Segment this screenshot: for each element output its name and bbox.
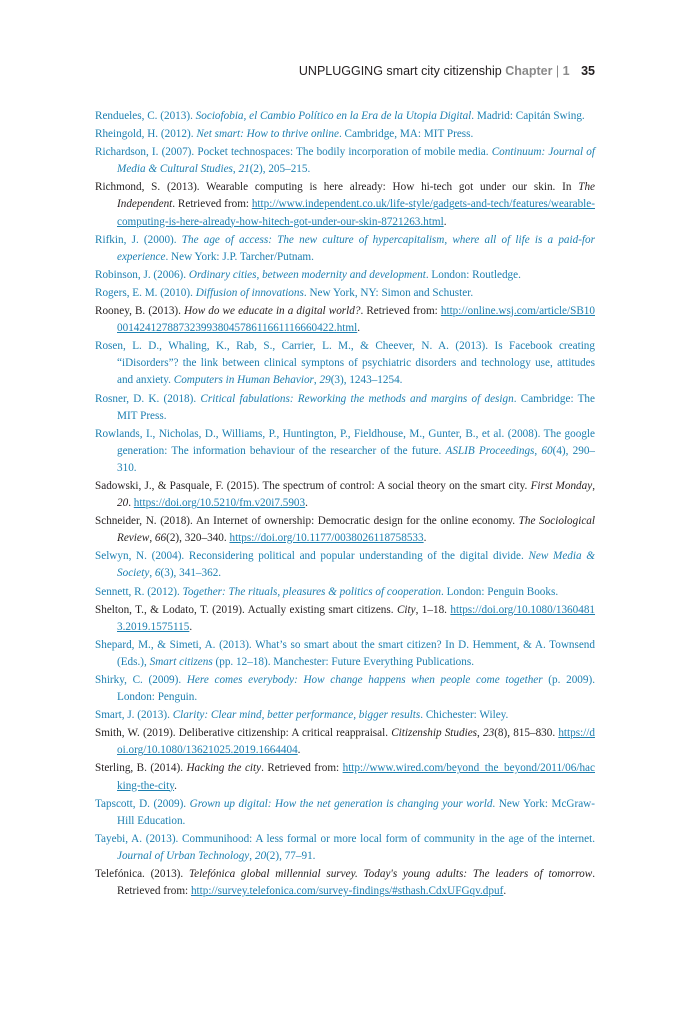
reference-italic-text: Here comes everybody: How change happens when people come together (186, 674, 543, 686)
reference-text: Sterling, B. (2014). (95, 762, 187, 775)
reference-entry (95, 303, 595, 337)
reference-text: , (534, 444, 542, 457)
reference-text: . (357, 322, 361, 335)
reference-italic-text: Hacking the city (186, 762, 262, 775)
running-header (95, 64, 595, 78)
reference-text: Sennett, R. (2012). (95, 585, 183, 598)
reference-entry (95, 707, 595, 724)
reference-italic-text: Critical fabulations: Reworking the methods and margins of design (200, 392, 514, 405)
reference-text: (2), 320–340. (166, 532, 230, 545)
reference-italic-text: 23 (483, 727, 495, 740)
reference-text: . (189, 620, 193, 633)
reference-italic-text: 29 (319, 374, 331, 387)
reference-italic-text: New Media & Society (117, 550, 595, 580)
reference-text: . New York: McGraw-Hill Education. (117, 797, 595, 827)
reference-entry (95, 760, 595, 794)
reference-entry (95, 672, 595, 706)
reference-text: Shepard, M., & Simeti, A. (2013). What’s so smart about the smart citizen? In D. Hemment, & A. Townsend (Eds.), (95, 638, 595, 668)
reference-text: Rendueles, C. (2013). (95, 110, 196, 122)
reference-entry (95, 338, 595, 389)
reference-text: Robinson, J. (2006). (95, 268, 189, 281)
reference-italic-text: The age of access: The new culture of hypercapitalism, where all of life is a paid-for experience (117, 233, 595, 263)
reference-italic-text: Journal of Urban Technology (117, 849, 250, 862)
reference-text: . (443, 215, 447, 228)
reference-text: Shelton, T., & Lodato, T. (2019). Actually existing smart citizens. (95, 603, 397, 616)
reference-text: Rooney, B. (2013). (95, 305, 185, 318)
reference-italic-text: Together: The rituals, pleasures & politics of cooperation (182, 585, 441, 598)
reference-italic-text: Sociofobia, el Cambio Político en la Era de la Utopia Digital (195, 110, 472, 122)
reference-text: . Retrieved from: (360, 305, 441, 318)
reference-text: , (149, 532, 155, 545)
reference-text: Rosen, L. D., Whaling, K., Rab, S., Carrier, L. M., & Cheever, N. A. (2013). Is Facebook creating “iDisorders”? the link between clinical symptons of psychiatric disorders and technology use, attitudes and anxiety. (95, 340, 595, 387)
chapter-label: Chapter (505, 64, 553, 78)
reference-text: (8), 815–830. (494, 727, 559, 740)
reference-entry (95, 426, 595, 477)
reference-text: Rowlands, I., Nicholas, D., Williams, P., Huntington, P., Fieldhouse, M., Gunter, B., et al. (2008). The google generation: The information behaviour of the researcher of the future. (95, 427, 595, 457)
reference-text: . Retrieved from: (172, 198, 252, 211)
reference-text: Tapscott, D. (2009). (95, 797, 190, 810)
reference-italic-text: 60 (541, 444, 553, 457)
reference-italic-text: 6 (154, 567, 161, 580)
reference-text: , (592, 479, 596, 492)
header-separator: | (555, 64, 560, 78)
reference-text: . (503, 885, 507, 898)
reference-entry (95, 796, 595, 830)
reference-list (95, 108, 595, 901)
reference-link[interactable]: https://doi.org/10.1080/13621025.2019.1664404 (117, 727, 595, 757)
reference-text: Rogers, E. M. (2010). (95, 286, 196, 299)
reference-text: . London: Penguin Books. (440, 585, 559, 598)
reference-entry (95, 725, 595, 759)
reference-text: . Retrieved from: (117, 868, 596, 898)
reference-italic-text: How do we educate in a digital world? (184, 305, 361, 318)
reference-text: Selwyn, N. (2004). Reconsidering political and popular understanding of the digital divide. (95, 550, 529, 563)
reference-text: (p. 2009). London: Penguin. (117, 674, 596, 704)
reference-text: . New York, NY: Simon and Schuster. (303, 286, 474, 299)
reference-text: . Retrieved from: (261, 762, 343, 775)
reference-link[interactable]: https://doi.org/10.5210/fm.v20i7.5903 (133, 497, 306, 510)
reference-text: . (423, 532, 427, 545)
reference-entry (95, 232, 595, 266)
chapter-number: 1 (562, 64, 570, 78)
reference-italic-text: 20 (254, 849, 267, 862)
reference-entry (95, 513, 595, 547)
reference-text: Telefónica. (2013). (95, 868, 189, 881)
reference-italic-text: Computers in Human Behavior (173, 374, 314, 387)
reference-entry (95, 548, 595, 582)
reference-text: , 1–18. (415, 603, 451, 616)
reference-entry (95, 144, 595, 178)
reference-text: Sadowski, J., & Pasquale, F. (2015). The spectrum of control: A social theory on the smart city. (95, 479, 531, 492)
reference-text: . London: Routledge. (425, 268, 521, 281)
reference-text: . (174, 779, 177, 792)
reference-text: Rosner, D. K. (2018). (95, 392, 201, 405)
reference-italic-text: 21 (238, 163, 250, 176)
reference-italic-text: The Independent (117, 181, 595, 211)
reference-link[interactable]: https://doi.org/10.1177/0038026118758533 (229, 532, 424, 545)
reference-text: . New York: J.P. Tarcher/Putnam. (165, 250, 314, 263)
reference-text: , (249, 849, 255, 862)
reference-text: , (477, 727, 483, 740)
reference-italic-text: Smart citizens (149, 655, 213, 668)
reference-entry (95, 584, 595, 601)
reference-text: Rheingold, H. (2012). (95, 128, 197, 141)
reference-text: . (128, 497, 134, 510)
reference-link[interactable]: http://www.independent.co.uk/life-style/gadgets-and-tech/features/wearable-computing-is-here-already-how-hitech-got-under-our-skin-8721263.html (117, 198, 595, 228)
reference-italic-text: Citizenship Studies (391, 727, 478, 740)
reference-text: Smith, W. (2019). Deliberative citizenship: A critical reappraisal. (95, 727, 392, 740)
reference-link[interactable]: http://survey.telefonica.com/survey-findings/#sthash.CdxUFGqv.dpuf (190, 885, 504, 898)
reference-text: . Cambridge: The MIT Press. (117, 392, 595, 422)
reference-link[interactable]: http://online.wsj.com/article/SB10001424127887323993804578611661116660422.html (117, 305, 595, 335)
reference-italic-text: 20 (117, 497, 129, 510)
reference-link[interactable]: http://www.wired.com/beyond_the_beyond/2011/06/hacking-the-city (117, 762, 595, 792)
reference-text: Shirky, C. (2009). (95, 674, 187, 686)
reference-text: Schneider, N. (2018). An Internet of ownership: Democratic design for the online economy. (95, 515, 519, 528)
reference-entry (95, 108, 595, 125)
reference-text: . (305, 497, 308, 510)
page-number: 35 (581, 64, 595, 78)
reference-text: . Cambridge, MA: MIT Press. (338, 128, 474, 141)
reference-text: (2), 205–215. (249, 163, 311, 176)
reference-entry (95, 831, 595, 865)
reference-text: . Madrid: Capitán Swing. (471, 110, 585, 122)
reference-text: , (313, 374, 320, 387)
reference-italic-text: Diffusion of innovations (195, 286, 304, 299)
reference-text: Richardson, I. (2007). Pocket technospaces: The bodily incorporation of mobile media. (95, 146, 492, 159)
running-title: UNPLUGGING smart city citizenship (298, 64, 502, 78)
reference-text: Rifkin, J. (2000). (95, 233, 182, 246)
reference-text: (3), 341–362. (160, 567, 222, 580)
reference-entry (95, 602, 595, 636)
reference-italic-text: Ordinary cities, between modernity and development (188, 268, 426, 281)
reference-italic-text: City (396, 603, 416, 616)
reference-entry (95, 478, 595, 512)
reference-italic-text: Grown up digital: How the net generation is changing your world (189, 797, 493, 810)
reference-italic-text: The Sociological Review (117, 515, 595, 545)
reference-italic-text: 66 (154, 532, 167, 545)
reference-entry (95, 285, 595, 302)
reference-text: . Chichester: Wiley. (420, 709, 509, 722)
reference-text: (4), 290–310. (117, 444, 596, 474)
reference-italic-text: Continuum: Journal of Media & Cultural Studies (117, 146, 595, 176)
reference-entry (95, 126, 595, 143)
reference-entry (95, 866, 595, 900)
reference-italic-text: Net smart: How to thrive online (196, 128, 339, 141)
reference-text: , (232, 163, 239, 176)
reference-italic-text: Telefónica global millennial survey. Today's young adults: The leaders of tomorrow (188, 868, 593, 881)
reference-entry (95, 267, 595, 284)
reference-text: Tayebi, A. (2013). Communihood: A less formal or more local form of community in the age of the internet. (95, 832, 595, 845)
reference-entry (95, 637, 595, 671)
reference-text: Smart, J. (2013). (95, 709, 173, 722)
reference-text: (3), 1243–1254. (330, 374, 403, 387)
reference-text: (2), 77–91. (266, 849, 316, 862)
reference-entry (95, 179, 595, 230)
reference-text: (pp. 12–18). Manchester: Future Everything Publications. (212, 655, 475, 668)
reference-text: . (297, 744, 301, 757)
reference-text: , (149, 567, 155, 580)
reference-italic-text: First Monday (530, 479, 593, 492)
reference-entry (95, 391, 595, 425)
reference-italic-text: Clarity: Clear mind, better performance, bigger results (172, 709, 421, 722)
reference-link[interactable]: https://doi.org/10.1080/13604813.2019.1575115 (117, 603, 596, 633)
reference-text: Richmond, S. (2013). Wearable computing is here already: How hi-tech got under our skin. In (95, 181, 579, 194)
reference-italic-text: ASLIB Proceedings (445, 444, 535, 457)
